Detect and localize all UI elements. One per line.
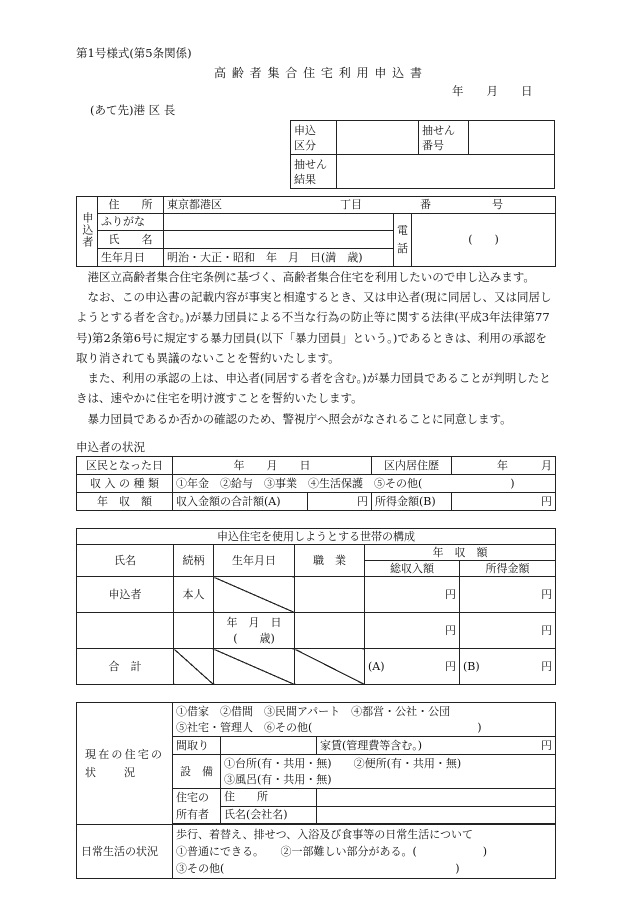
daily-2: ①普通にできる。 ②一部難しい部分がある。( ) [176, 845, 488, 858]
member-net-field[interactable]: 円 [460, 613, 556, 649]
daily-label: 日常生活の状況 [77, 825, 173, 879]
yen-a: 円 [445, 659, 456, 673]
gross-total-field[interactable] [365, 649, 460, 685]
member-birth-field[interactable] [214, 613, 295, 649]
relation-self: 本人 [174, 577, 214, 613]
name-field[interactable] [164, 231, 394, 249]
household-heading: 申込住宅を使用しようとする世帯の構成 [77, 529, 556, 545]
birth-field[interactable]: 明治・大正・昭和 年 月 日(満 歳) [164, 249, 394, 267]
relation-slash [174, 649, 214, 685]
ban-label: 番 [420, 198, 431, 211]
equip-2: ③風呂(有・共用・無) [224, 772, 332, 786]
income-amount-label: 所得金額(B) [372, 493, 452, 511]
equip-label: 設 備 [173, 755, 221, 789]
housing-types-1: ①借家 ②借間 ③民間アパート ④都営・公社・公団 [176, 704, 451, 718]
resident-since-label: 区民となった日 [77, 457, 173, 475]
lottery-result-field[interactable] [337, 155, 555, 189]
applicant-side-label: 申込者 [77, 197, 98, 267]
row-applicant-label: 申込者 [77, 577, 174, 613]
daily-options[interactable] [173, 825, 556, 879]
chome-label: 丁目 [340, 198, 362, 211]
birth-slash [214, 577, 295, 613]
annual-income-label: 年 収 額 [77, 493, 173, 511]
form-id: 第1号様式(第5条関係) [76, 46, 192, 60]
total-label: 合 計 [77, 649, 174, 685]
col-name: 氏名 [77, 545, 174, 577]
rent-field[interactable] [317, 737, 556, 755]
status-heading: 申込者の状況 [76, 440, 145, 454]
member-gross-field[interactable]: 円 [365, 613, 460, 649]
income-total-label: 収入金額の合計額(A) [173, 493, 308, 511]
owner-address-field[interactable] [317, 789, 556, 807]
owner-address-label: 住 所 [221, 789, 317, 807]
application-category-field[interactable] [337, 121, 419, 155]
table-row [77, 649, 556, 685]
household-table [76, 528, 556, 685]
page-title: 高 齢 者 集 合 住 宅 利 用 申 込 書 [214, 66, 423, 80]
birth-total-slash [214, 649, 295, 685]
residence-years-field[interactable]: 年 月 [452, 457, 556, 475]
member-job-field[interactable] [295, 613, 365, 649]
applicant-table [76, 196, 556, 267]
birth-age: ( 歳) [233, 631, 275, 645]
daily-3: ③その他( ) [176, 862, 460, 875]
job-slash [295, 649, 365, 685]
layout-label: 間取り [173, 737, 221, 755]
resident-since-field[interactable]: 年 月 日 [173, 457, 372, 475]
address-prefix: 東京都港区 [167, 198, 222, 212]
housing-types-2: ⑤社宅・管理人 ⑥その他( ) [176, 720, 482, 734]
net-total-field[interactable] [460, 649, 556, 685]
income-amount-field[interactable]: 円 [452, 493, 556, 511]
rent-yen: 円 [541, 738, 553, 752]
residence-years-label: 区内居住歴 [372, 457, 452, 475]
equip-1: ①台所(有・共用・無) ②便所(有・共用・無) [224, 756, 462, 770]
name-label: 氏 名 [98, 231, 164, 249]
housing-table [76, 702, 556, 879]
housing-type-options[interactable] [173, 703, 556, 737]
address-label: 住 所 [98, 197, 164, 214]
member-relation-field[interactable] [174, 613, 214, 649]
pledge-paragraph-3: また、利用の承認の上は、申込者(同居する者を含む。)が暴力団員であることが判明したときは、速やかに住宅を明け渡すことを誓約いたします。 [76, 371, 551, 406]
net-field[interactable]: 円 [460, 577, 556, 613]
pledge-paragraph-1: 港区立高齢者集合住宅条例に基づく、高齢者集合住宅を利用したいので申し込みます。 [87, 270, 535, 284]
rent-label: 家賃(管理費等含む。) [320, 738, 423, 752]
date-line[interactable]: 年 月 日 [452, 84, 533, 98]
table-row [77, 577, 556, 613]
go-label: 号 [492, 198, 503, 211]
job-field[interactable] [295, 577, 365, 613]
pledge-paragraph-2: なお、この申込書の記載内容が事実と相違するとき、又は申込者(現に同居し、又は同居しようとする者を含む。)が暴力団員による不当な行為の防止等に関する法律(平成3年法律第77号)第2条第6号に規定する暴力団員(以下「暴力団員」という。)であるときは、利用の承認を取り消されても異議のないことを誓約いたします。 [76, 290, 552, 366]
owner-label: 住宅の 所有者 [173, 789, 221, 824]
table-row [77, 613, 556, 649]
col-birth: 生年月日 [214, 545, 295, 577]
applicant-status-table [76, 456, 556, 511]
housing-label: 現在の住宅の状 況 [77, 703, 173, 825]
owner-name-label: 氏名(会社名) [221, 806, 317, 824]
phone-field[interactable]: ( ) [412, 214, 556, 267]
member-name-field[interactable] [77, 613, 174, 649]
furigana-field[interactable] [164, 214, 394, 231]
gross-field[interactable]: 円 [365, 577, 460, 613]
income-total-field[interactable]: 円 [308, 493, 372, 511]
birth-label: 生年月日 [98, 249, 164, 267]
address-field[interactable] [164, 197, 556, 214]
owner-name-field[interactable] [317, 806, 556, 824]
addressee: (あて先)港 区 長 [90, 103, 176, 117]
pledge-paragraph-4: 暴力団員であるか否かの確認のため、警視庁へ照会がなされることに同意します。 [87, 412, 512, 426]
col-job: 職 業 [295, 545, 365, 577]
lottery-number-label: 抽せん 番号 [419, 121, 469, 155]
furigana-label: ふりがな [98, 214, 164, 231]
col-net: 所得金額 [460, 561, 556, 577]
mark-b: (B) [463, 659, 480, 673]
income-type-label: 収 入 の 種 類 [77, 475, 173, 493]
col-income: 年 収 額 [365, 545, 556, 561]
layout-field[interactable] [221, 737, 317, 755]
yen-b: 円 [541, 659, 553, 673]
equip-options[interactable] [221, 755, 556, 789]
col-gross: 総収入額 [365, 561, 460, 577]
lottery-result-label: 抽せん 結果 [291, 155, 337, 189]
application-category-label: 申込 区分 [291, 121, 337, 155]
income-type-options[interactable]: ①年金 ②給与 ③事業 ④生活保護 ⑤その他( ) [173, 475, 556, 493]
phone-label: 電 話 [394, 214, 412, 267]
office-use-box [290, 120, 555, 189]
lottery-number-field[interactable] [469, 121, 555, 155]
col-relation: 続柄 [174, 545, 214, 577]
mark-a: (A) [368, 659, 385, 673]
birth-ymd: 年 月 日 [226, 615, 282, 629]
daily-1: 歩行、着替え、排せつ、入浴及び食事等の日常生活について [176, 828, 473, 841]
